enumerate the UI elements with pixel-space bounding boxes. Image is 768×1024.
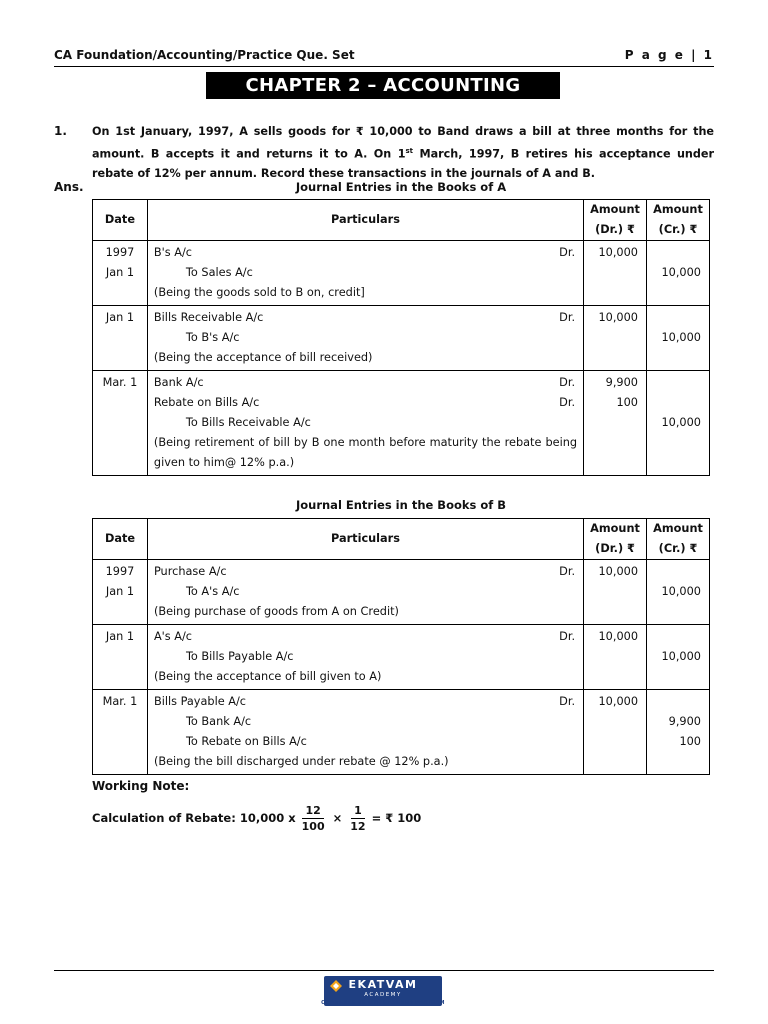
- col-amount-cr: [647, 200, 710, 241]
- account-name: Bank A/c: [153, 376, 204, 389]
- amount-value: 10,000: [661, 585, 701, 598]
- date-day: Jan 1: [105, 266, 135, 279]
- narration: (Being the acceptance of bill received): [153, 351, 373, 364]
- table-header-row: [93, 200, 710, 241]
- dr-marker: Dr.: [559, 246, 576, 259]
- col-amount-dr: [584, 519, 647, 560]
- debit-line: [154, 627, 577, 647]
- table-b-title: Journal Entries in the Books of B: [295, 498, 507, 512]
- logo-emblem-icon: [330, 980, 342, 992]
- table-row: [93, 625, 710, 690]
- date-year: 1997: [105, 565, 135, 578]
- question-text-part2: March, 1997, B retires his acceptance under rebate of 12% per annum. Record these transactions in the journals of A and B.: [92, 147, 715, 180]
- question-text-superscript: st: [405, 146, 414, 155]
- debit-amount: [584, 690, 647, 775]
- credit-line: To Sales A/c: [185, 266, 253, 279]
- col-amount-label: Amount: [653, 203, 703, 216]
- col-amount-label: Amount: [653, 522, 703, 535]
- table-row: [93, 371, 710, 476]
- dr-marker: Dr.: [559, 376, 576, 389]
- question-text: [92, 122, 714, 183]
- entry-particulars: [147, 625, 583, 690]
- col-particulars: Particulars: [147, 519, 583, 560]
- amount-value: 10,000: [661, 331, 701, 344]
- journal-table-a: [92, 199, 710, 476]
- credit-amount: [647, 371, 710, 476]
- calculation-result: = ₹ 100: [371, 811, 422, 825]
- account-name: B's A/c: [153, 246, 192, 259]
- account-name: Purchase A/c: [153, 565, 227, 578]
- journal-table-b: [92, 518, 710, 775]
- logo-subtitle: ACADEMY: [364, 992, 402, 998]
- times-sign: ×: [332, 811, 343, 825]
- entry-date: [93, 241, 148, 306]
- table-row: [93, 241, 710, 306]
- debit-amount: [584, 241, 647, 306]
- table-row: [93, 560, 710, 625]
- amount-value: 10,000: [598, 311, 638, 324]
- amount-value: 10,000: [661, 266, 701, 279]
- debit-line: [154, 243, 577, 263]
- narration: (Being the acceptance of bill given to A): [153, 670, 382, 683]
- credit-line: To Bills Payable A/c: [185, 650, 294, 663]
- calculation-label: Calculation of Rebate: 10,000 x: [92, 811, 296, 825]
- table-row: [93, 306, 710, 371]
- date-day: Jan 1: [105, 311, 135, 324]
- debit-amount: [584, 560, 647, 625]
- header-course-title: CA Foundation/Accounting/Practice Que. Set: [54, 48, 355, 62]
- date-day: Jan 1: [105, 630, 135, 643]
- col-cr-label: (Cr.) ₹: [658, 223, 698, 236]
- credit-amount: [647, 625, 710, 690]
- narration: (Being purchase of goods from A on Credit): [153, 605, 399, 618]
- debit-amount: [584, 625, 647, 690]
- entry-particulars: [147, 371, 583, 476]
- narration: (Being the bill discharged under rebate @ 12% p.a.): [153, 755, 449, 768]
- col-date: Date: [93, 519, 148, 560]
- debit-amount: [584, 371, 647, 476]
- entry-date: [93, 625, 148, 690]
- col-cr-label: (Cr.) ₹: [658, 542, 698, 555]
- entry-particulars: [147, 241, 583, 306]
- date-year: 1997: [105, 246, 135, 259]
- credit-line: To B's A/c: [185, 331, 240, 344]
- date-day: Mar. 1: [102, 376, 138, 389]
- amount-value: 10,000: [598, 565, 639, 578]
- credit-line: To A's A/c: [185, 585, 240, 598]
- col-dr-label: (Dr.) ₹: [595, 542, 635, 555]
- amount-value: 10,000: [661, 416, 701, 429]
- table-a-title: Journal Entries in the Books of A: [295, 180, 507, 194]
- amount-value: 9,900: [605, 376, 638, 389]
- table-header-row: [93, 519, 710, 560]
- answer-label: Ans.: [54, 180, 84, 194]
- account-name: Bills Receivable A/c: [153, 311, 264, 324]
- credit-line: To Bills Receivable A/c: [185, 416, 311, 429]
- question-text-part1: On 1st January, 1997, A sells goods for ₹ 10,000 to Band draws a bill at three months for the amount. B accepts it and returns it to A. On 1: [92, 125, 714, 161]
- entry-particulars: [147, 560, 583, 625]
- chapter-title: CHAPTER 2 – ACCOUNTING PROCESS: [206, 72, 560, 99]
- debit-line: [154, 393, 577, 413]
- narration: (Being the goods sold to B on, credit]: [153, 286, 365, 299]
- credit-line: To Bank A/c: [185, 715, 252, 728]
- col-amount-dr: [584, 200, 647, 241]
- narration: (Being retirement of bill by B one month before maturity the rebate being given to him@ 12% p.a.): [153, 436, 578, 469]
- dr-marker: Dr.: [559, 695, 576, 708]
- col-date: Date: [93, 200, 148, 241]
- col-amount-cr: [647, 519, 710, 560]
- entry-date: [93, 560, 148, 625]
- header-page-number: P a g e | 1: [624, 48, 714, 62]
- credit-line: To Rebate on Bills A/c: [185, 735, 307, 748]
- amount-value: 10,000: [598, 695, 639, 708]
- account-name: Bills Payable A/c: [153, 695, 247, 708]
- debit-amount: [584, 306, 647, 371]
- credit-amount: [647, 560, 710, 625]
- debit-line: [154, 562, 577, 582]
- dr-marker: Dr.: [559, 565, 576, 578]
- col-particulars: Particulars: [147, 200, 583, 241]
- amount-value: 10,000: [598, 246, 638, 259]
- credit-amount: [647, 241, 710, 306]
- footer-divider: [54, 970, 714, 971]
- fraction-rate: [299, 804, 328, 833]
- account-name: A's A/c: [153, 630, 192, 643]
- date-day: Mar. 1: [102, 695, 138, 708]
- fraction-denominator: 100: [301, 819, 325, 833]
- logo-tagline: COMMERCE KE LIYE HAMESHA PRATHAM: [321, 1000, 445, 1006]
- fraction-numerator: 12: [302, 804, 323, 819]
- debit-line: [154, 308, 577, 328]
- entry-date: [93, 306, 148, 371]
- dr-marker: Dr.: [559, 630, 576, 643]
- amount-value: 10,000: [661, 650, 701, 663]
- dr-marker: Dr.: [559, 311, 576, 324]
- credit-amount: [647, 306, 710, 371]
- entry-particulars: [147, 690, 583, 775]
- fraction-denominator: 12: [350, 819, 366, 833]
- col-amount-label: Amount: [590, 522, 640, 535]
- header-divider: [54, 66, 714, 67]
- amount-value: 9,900: [668, 715, 701, 728]
- entry-particulars: [147, 306, 583, 371]
- working-note-title: Working Note:: [92, 779, 190, 793]
- date-day: Jan 1: [105, 585, 135, 598]
- question-number: 1.: [54, 124, 67, 138]
- amount-value: 10,000: [598, 630, 639, 643]
- credit-amount: [647, 690, 710, 775]
- amount-value: 100: [616, 396, 638, 409]
- dr-marker: Dr.: [559, 396, 576, 409]
- col-dr-label: (Dr.) ₹: [595, 223, 635, 236]
- table-row: [93, 690, 710, 775]
- entry-date: [93, 371, 148, 476]
- fraction-period: [347, 804, 368, 833]
- rebate-calculation: [92, 800, 421, 836]
- account-name: Rebate on Bills A/c: [153, 396, 260, 409]
- entry-date: [93, 690, 148, 775]
- debit-line: [154, 373, 577, 393]
- debit-line: [154, 692, 577, 712]
- col-amount-label: Amount: [590, 203, 640, 216]
- logo-name: EKATVAM: [348, 978, 418, 991]
- fraction-numerator: 1: [351, 804, 365, 819]
- amount-value: 100: [679, 735, 701, 748]
